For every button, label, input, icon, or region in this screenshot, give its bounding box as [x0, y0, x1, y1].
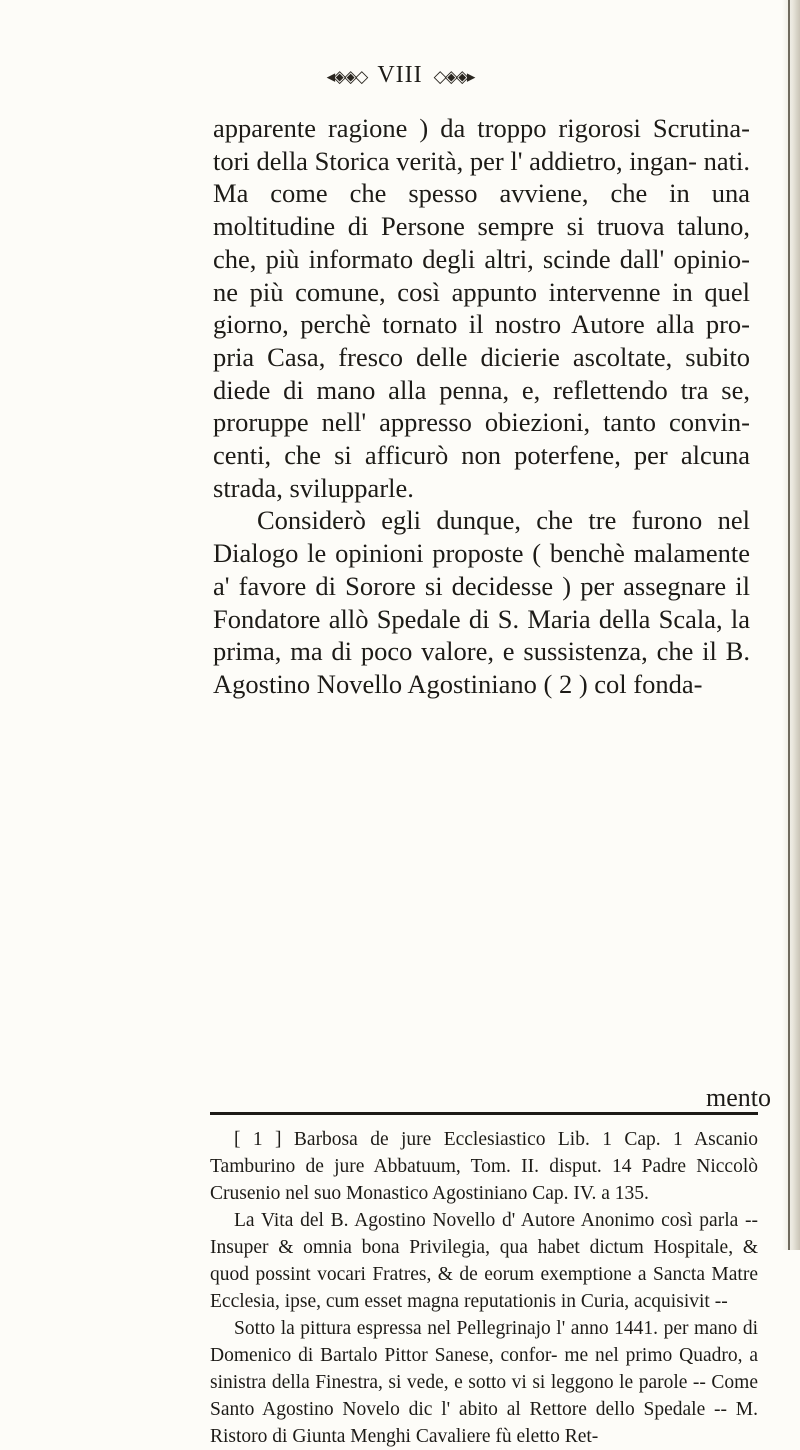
- body-paragraph: Considerò egli dunque, che tre furono nel Dialogo le opinioni proposte ( benchè malamente a' favore di Sorore si decidesse ) per assegnare il Fondatore allò Spedale di S. Maria della Scala, la prima, ma di poco valore, e sussistenza, che il B. Agostino Novello Agostiniano ( 2 ) col fonda-: [213, 505, 750, 699]
- left-ornament-icon: ◂◈◈◇: [326, 67, 367, 86]
- page-edge-shadow: [782, 0, 800, 1250]
- right-ornament-icon: ◇◈◈▸: [433, 67, 474, 86]
- body-paragraph: apparente ragione ) da troppo rigorosi Scrutina- tori della Storica verità, per l' addietro, ingan- nati. Ma come che spesso avviene, che in una moltitudine di Persone sempre si truova taluno, che, più informato degli altri, scinde dall' opinio- ne più comune, così appunto intervenne in quel giorno, perchè tornato il nostro Autore alla pro- pria Casa, fresco delle dicierie ascoltate, subito diede di mano alla penna, e, reflettendo tra se, proruppe nell' appresso obiezioni, tanto convin- centi, che si afficurò non poterfene, per alcuna strada, svilupparle.: [213, 113, 750, 503]
- footnotes: [210, 1126, 758, 1450]
- body-text: [213, 112, 750, 701]
- page-number: VIII: [377, 62, 423, 88]
- running-header: [0, 62, 800, 89]
- page-edge-line: [788, 0, 790, 1250]
- footnote: [ 1 ] Barbosa de jure Ecclesiastico Lib. 1 Cap. 1 Ascanio Tamburino de jure Abbatuum, Tom. II. disput. 14 Padre Niccolò Crusenio nel suo Monastico Agostiniano Cap. IV. a 135.: [210, 1129, 758, 1204]
- footnote: La Vita del B. Agostino Novello d' Autore Anonimo così parla -- Insuper & omnia bona Privilegia, qua habet dictum Hospitale, & quod possint vocari Fratres, & de eorum exemptione a Sancta Matre Ecclesia, ipse, cum esset magna reputationis in Curia, acquisivit --: [210, 1210, 758, 1312]
- footnote-divider: [210, 1112, 758, 1115]
- footnote: Sotto la pittura espressa nel Pellegrinajo l' anno 1441. per mano di Domenico di Bartalo Pittor Sanese, confor- me nel primo Quadro, a sinistra della Finestra, si vede, e sotto vi si leggono le parole -- Come Santo Agostino Novelo dic l' abito al Rettore dello Spedale -- M. Ristoro di Giunta Menghi Cavaliere fù eletto Ret-: [210, 1318, 758, 1447]
- catchword: mento: [706, 1083, 771, 1112]
